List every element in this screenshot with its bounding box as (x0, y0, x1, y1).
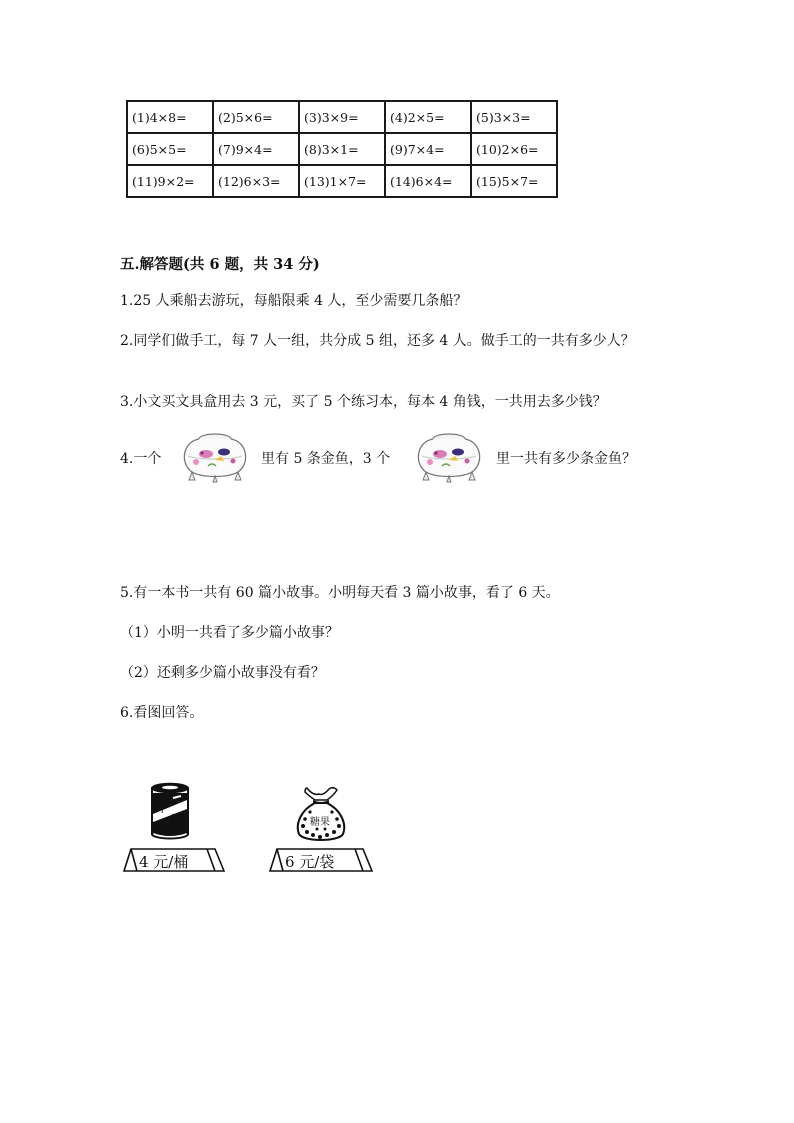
cola-price-tag (123, 848, 225, 873)
table-cell: (6)5×5= (127, 133, 213, 165)
table-cell: (3)3×9= (299, 101, 385, 133)
question-5: 5.有一本书一共有 60 篇小故事。小明每天看 3 篇小故事，看了 6 天。 (120, 585, 560, 601)
table-cell: (8)3×1= (299, 133, 385, 165)
cola-can-text-1: 可 (155, 804, 165, 815)
cola-can-icon (150, 782, 190, 840)
table-cell: (7)9×4= (213, 133, 299, 165)
cola-can-text-2: 乐 (170, 814, 180, 825)
question-4-part3: 里一共有多少条金鱼？ (496, 451, 636, 467)
question-4-part1: 4.一个 (120, 451, 162, 467)
question-5-sub1: （1）小明一共看了多少篇小故事？ (120, 625, 339, 641)
question-3: 3.小文买文具盒用去 3 元，买了 5 个练习本，每本 4 角钱，一共用去多少钱？ (120, 394, 607, 410)
table-cell: (15)5×7= (471, 165, 557, 197)
question-5-sub2: （2）还剩多少篇小故事没有看？ (120, 665, 325, 681)
question-4-part2: 里有 5 条金鱼，3 个 (261, 451, 391, 467)
cola-price: 4 元/桶 (139, 853, 189, 871)
table-cell: (11)9×2= (127, 165, 213, 197)
question-2: 2.同学们做手工，每 7 人一组，共分成 5 组，还多 4 人。做手工的一共有多少人？ (120, 333, 635, 349)
table-row (127, 101, 557, 133)
table-cell: (13)1×7= (299, 165, 385, 197)
fishbowl-icon (178, 430, 252, 484)
table-row (127, 133, 557, 165)
fishbowl-icon (412, 430, 486, 484)
candy-price: 6 元/袋 (285, 853, 335, 871)
candy-bag-text: 糖果 (310, 817, 330, 828)
calc-table (126, 100, 558, 198)
table-cell: (2)5×6= (213, 101, 299, 133)
question-6: 6.看图回答。 (120, 705, 204, 721)
section-title: 五.解答题(共 6 题，共 34 分) (120, 256, 320, 273)
candy-price-tag (269, 848, 373, 873)
table-cell: (1)4×8= (127, 101, 213, 133)
table-row (127, 165, 557, 197)
table-cell: (4)2×5= (385, 101, 471, 133)
question-1: 1.25 人乘船去游玩，每船限乘 4 人，至少需要几条船？ (120, 293, 468, 309)
table-cell: (12)6×3= (213, 165, 299, 197)
candy-bag-icon (293, 782, 349, 846)
table-cell: (9)7×4= (385, 133, 471, 165)
table-cell: (10)2×6= (471, 133, 557, 165)
table-cell: (5)3×3= (471, 101, 557, 133)
table-cell: (14)6×4= (385, 165, 471, 197)
